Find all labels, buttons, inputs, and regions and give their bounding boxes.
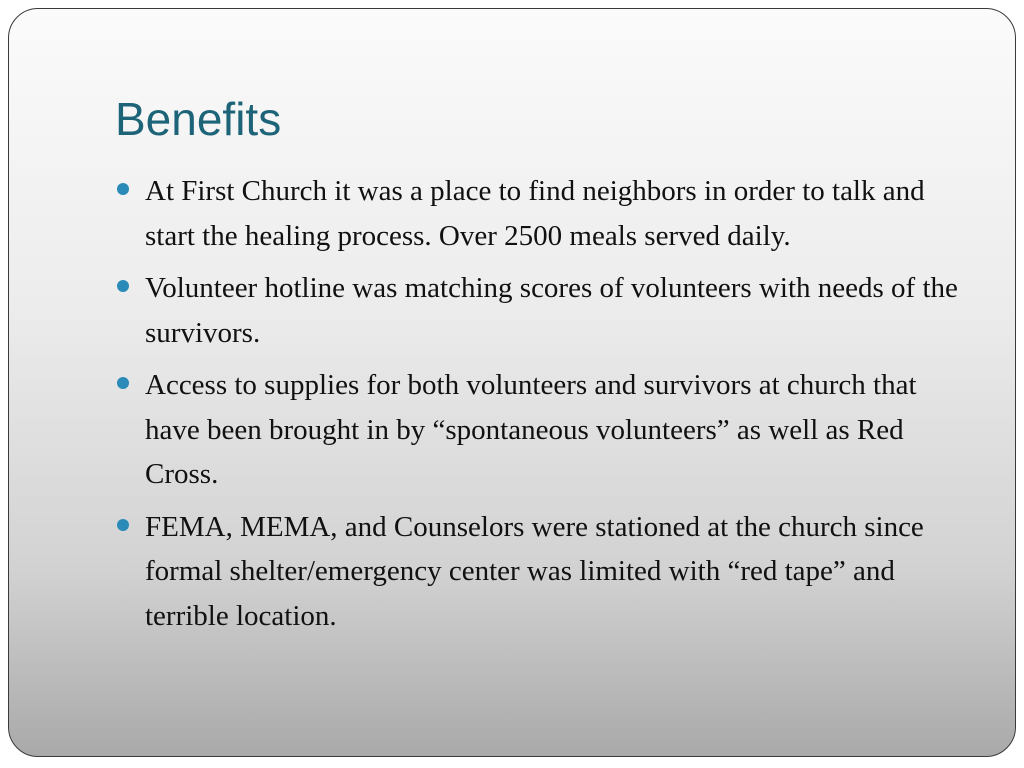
bullet-list [115, 169, 975, 646]
bullet-dot-icon [117, 519, 129, 531]
bullet-dot-icon [117, 183, 129, 195]
bullet-item [115, 266, 975, 355]
bullet-item [115, 169, 975, 258]
bullet-item [115, 505, 975, 639]
bullet-dot-icon [117, 280, 129, 292]
bullet-text: At First Church it was a place to find neighbors in order to talk and start the healing process. Over 2500 meals served daily. [145, 175, 925, 252]
slide-title: Benefits [115, 93, 282, 145]
bullet-text: FEMA, MEMA, and Counselors were stationed at the church since formal shelter/emergency center was limited with “red tape” and terrible location. [145, 510, 924, 632]
bullet-item [115, 363, 975, 497]
bullet-text: Access to supplies for both volunteers and survivors at church that have been brought in by “spontaneous volunteers” as well as Red Cross. [145, 369, 917, 490]
slide [8, 8, 1016, 757]
bullet-dot-icon [117, 377, 129, 389]
bullet-text: Volunteer hotline was matching scores of volunteers with needs of the survivors. [145, 272, 958, 349]
